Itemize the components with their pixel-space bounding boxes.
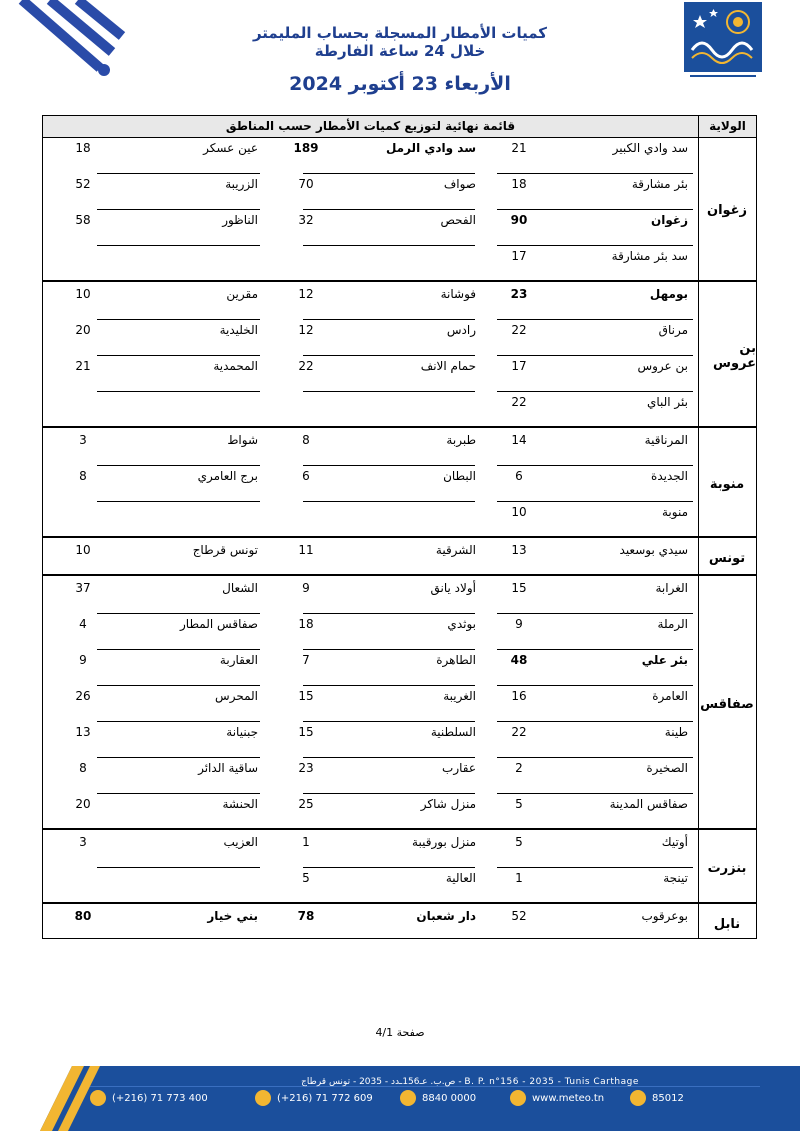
table-row: [43, 540, 698, 576]
rainfall-value: 18: [75, 141, 91, 155]
governorate-name: تونس: [708, 550, 746, 566]
inm-logo: [684, 2, 762, 80]
station-name: مرناق: [658, 323, 688, 337]
rainfall-value: 78: [297, 909, 315, 923]
call-center-icon: [400, 1090, 416, 1106]
rainfall-value: 22: [298, 359, 314, 373]
station-name: العقاربة: [219, 653, 258, 667]
governorate-block: [43, 138, 756, 282]
table-row: [43, 174, 698, 210]
web-icon: [510, 1090, 526, 1106]
governorate-block: [43, 578, 756, 830]
table-row: [43, 578, 698, 614]
table-header: [43, 116, 756, 138]
station-name: صفاقس المطار: [180, 617, 258, 631]
station-name: بوثدي: [447, 617, 476, 631]
rainfall-value: 17: [511, 249, 527, 263]
station-name: الناظور: [222, 213, 258, 227]
footer-contact: [510, 1089, 604, 1107]
governorate-block: [43, 284, 756, 428]
station-name: تينجة: [663, 871, 688, 885]
governorate-block: [43, 832, 756, 904]
mobile-icon: [630, 1090, 646, 1106]
report-subtitle: خلال 24 ساعة الفارطة: [314, 42, 486, 60]
station-name: جبنيانة: [226, 725, 258, 739]
rainfall-value: 18: [511, 177, 527, 191]
rainfall-value: 14: [511, 433, 527, 447]
table-title-header: قائمة نهائية لتوزيع كميات الأمطار حسب المناطق: [225, 119, 516, 133]
rainfall-value: 6: [515, 469, 523, 483]
rainfall-value: 20: [75, 323, 91, 337]
footer-contact-text: 8840 0000: [422, 1092, 477, 1104]
table-row: [43, 284, 698, 320]
rainfall-value: 26: [75, 689, 91, 703]
rainfall-value: 6: [302, 469, 310, 483]
table-row: [43, 686, 698, 722]
station-name: العزيب: [223, 835, 258, 849]
station-name: ساقية الدائر: [198, 761, 258, 775]
footer-address: ص.ب. عـ156ـدد - 2035 - تونس قرطاج - B. P. n°156 - 2035 - Tunis Carthage: [301, 1077, 639, 1087]
station-name: تونس قرطاج: [192, 543, 258, 557]
rainfall-value: 17: [511, 359, 527, 373]
station-name: الخليدية: [219, 323, 258, 337]
rainfall-value: 22: [511, 725, 527, 739]
station-name: رادس: [446, 323, 476, 337]
rainfall-value: 1: [302, 835, 310, 849]
station-name: الشعال: [222, 581, 258, 595]
rainfall-value: 9: [515, 617, 523, 631]
station-name: شواط: [227, 433, 258, 447]
rainfall-value: 48: [510, 653, 528, 667]
rainfall-value: 70: [298, 177, 314, 191]
rainfall-value: 8: [79, 761, 87, 775]
fax-icon: [255, 1090, 271, 1106]
rainfall-value: 12: [298, 323, 314, 337]
rainfall-value: 9: [302, 581, 310, 595]
station-name: الصخيرة: [646, 761, 688, 775]
station-name: بوعرقوب: [641, 909, 688, 923]
block-separator: [43, 280, 756, 282]
station-name: بئر مشارقة: [631, 177, 688, 191]
footer-contact-text: (+216) 71 773 400: [112, 1092, 208, 1104]
header-stripes-decoration: [0, 0, 140, 80]
table-row: [43, 246, 698, 282]
page-number: صفحة 4/1: [375, 1026, 425, 1039]
table-row: [43, 650, 698, 686]
table-row: [43, 906, 698, 942]
station-name: طينة: [664, 725, 688, 739]
station-name: العامرة: [652, 689, 688, 703]
station-name: مقرين: [226, 287, 258, 301]
rainfall-value: 52: [75, 177, 91, 191]
rainfall-value: 23: [298, 761, 314, 775]
table-row: [43, 722, 698, 758]
table-row: [43, 614, 698, 650]
footer-contact: [400, 1089, 476, 1107]
governorate-block: [43, 540, 756, 576]
rainfall-value: 32: [298, 213, 314, 227]
rainfall-value: 21: [511, 141, 527, 155]
table-row: [43, 758, 698, 794]
station-name: المحمدية: [213, 359, 258, 373]
rainfall-value: 2: [515, 761, 523, 775]
table-row: [43, 502, 698, 538]
rainfall-value: 90: [510, 213, 528, 227]
rainfall-value: 10: [511, 505, 527, 519]
rainfall-value: 7: [302, 653, 310, 667]
rainfall-value: 13: [511, 543, 527, 557]
rainfall-value: 5: [302, 871, 310, 885]
station-name: طبربة: [446, 433, 476, 447]
table-row: [43, 210, 698, 246]
station-name: الطاهرة: [436, 653, 476, 667]
station-name: فوشانة: [440, 287, 476, 301]
station-name: سد وادي الرمل: [385, 141, 476, 155]
rainfall-value: 9: [79, 653, 87, 667]
governorate-block: [43, 430, 756, 538]
block-separator: [43, 902, 756, 904]
station-name: بئر الباي: [646, 395, 688, 409]
governorate-name: زغوان: [706, 202, 748, 218]
footer-contact: [90, 1089, 208, 1107]
rainfall-value: 3: [79, 835, 87, 849]
rainfall-value: 52: [511, 909, 527, 923]
rainfall-value: 16: [511, 689, 527, 703]
station-name: الغريبة: [443, 689, 476, 703]
rainfall-value: 8: [79, 469, 87, 483]
phone-icon: [90, 1090, 106, 1106]
station-name: الجديدة: [651, 469, 688, 483]
station-name: بئر علي: [641, 653, 688, 667]
station-name: زغوان: [651, 213, 688, 227]
rainfall-value: 10: [75, 543, 91, 557]
rainfall-value: 22: [511, 323, 527, 337]
station-name: أولاد يانق: [430, 581, 476, 595]
station-name: دار شعبان: [416, 909, 476, 923]
station-name: برج العامري: [197, 469, 258, 483]
table-row: [43, 794, 698, 830]
station-name: الغرابة: [655, 581, 688, 595]
rainfall-value: 189: [293, 141, 319, 155]
rainfall-value: 18: [298, 617, 314, 631]
station-name: حمام الانف: [420, 359, 476, 373]
block-separator: [43, 536, 756, 538]
station-name: بن عروس: [637, 359, 688, 373]
table-row: [43, 320, 698, 356]
station-name: السلطنية: [430, 725, 476, 739]
table-row: [43, 138, 698, 174]
station-name: عقارب: [442, 761, 476, 775]
report-title: كميات الأمطار المسجلة بحساب المليمتر: [252, 24, 548, 42]
rainfall-value: 4: [79, 617, 87, 631]
station-name: المحرس: [215, 689, 258, 703]
rainfall-value: 1: [515, 871, 523, 885]
station-name: أوتيك: [661, 835, 688, 849]
table-row: [43, 430, 698, 466]
rainfall-value: 3: [79, 433, 87, 447]
station-name: الحنشة: [222, 797, 258, 811]
station-name: صفاقس المدينة: [609, 797, 688, 811]
governorate-column-header: الولاية: [698, 116, 756, 137]
rainfall-value: 10: [75, 287, 91, 301]
station-name: البطان: [443, 469, 476, 483]
rainfall-value: 5: [515, 797, 523, 811]
rainfall-value: 12: [298, 287, 314, 301]
rainfall-value: 13: [75, 725, 91, 739]
rainfall-value: 15: [511, 581, 527, 595]
rainfall-value: 15: [298, 725, 314, 739]
station-name: سد بئر مشارقة: [611, 249, 688, 263]
rainfall-table: [42, 115, 757, 939]
rainfall-value: 15: [298, 689, 314, 703]
station-name: صواف: [443, 177, 476, 191]
station-name: عين عسكر: [203, 141, 258, 155]
footer-contact: [630, 1089, 684, 1107]
rainfall-value: 20: [75, 797, 91, 811]
footer-contact-text: (+216) 71 772 609: [277, 1092, 373, 1104]
table-row: [43, 868, 698, 904]
report-date: الأربعاء 23 أكتوبر 2024: [289, 73, 511, 95]
governorate-name: نابل: [713, 916, 741, 932]
station-name: العالية: [445, 871, 476, 885]
rainfall-value: 22: [511, 395, 527, 409]
block-separator: [43, 574, 756, 576]
rainfall-value: 25: [298, 797, 314, 811]
governorate-name: بنزرت: [707, 860, 747, 876]
table-row: [43, 832, 698, 868]
rainfall-value: 37: [75, 581, 91, 595]
station-name: الفحص: [440, 213, 476, 227]
governorate-name: صفاقس: [700, 696, 754, 712]
station-name: سيدي بوسعيد: [619, 543, 688, 557]
table-row: [43, 466, 698, 502]
rainfall-value: 8: [302, 433, 310, 447]
station-name: الرملة: [657, 617, 688, 631]
station-name: منوبة: [661, 505, 688, 519]
footer-contact-text[interactable]: www.meteo.tn: [532, 1092, 605, 1104]
station-name: بني خيار: [207, 909, 258, 923]
footer-contact-text: 85012: [652, 1092, 684, 1104]
block-separator: [43, 426, 756, 428]
footer-contacts: [90, 1089, 730, 1107]
rainfall-value: 5: [515, 835, 523, 849]
governorate-name: بن عروس: [713, 341, 756, 371]
block-separator: [43, 828, 756, 830]
governorate-block: [43, 906, 756, 942]
rainfall-value: 21: [75, 359, 91, 373]
station-name: الزريبة: [225, 177, 258, 191]
station-name: منزل شاكر: [420, 797, 476, 811]
table-row: [43, 356, 698, 392]
station-name: منزل بورقيبة: [412, 835, 476, 849]
station-name: سد وادي الكبير: [612, 141, 688, 155]
governorate-name: منوبة: [709, 476, 745, 492]
station-name: بومهل: [649, 287, 688, 301]
station-name: المرناقية: [644, 433, 688, 447]
rainfall-value: 58: [75, 213, 91, 227]
footer-contact: [255, 1089, 373, 1107]
rainfall-value: 80: [74, 909, 92, 923]
table-row: [43, 392, 698, 428]
rainfall-value: 11: [298, 543, 314, 557]
rainfall-value: 23: [510, 287, 528, 301]
station-name: الشرقية: [435, 543, 476, 557]
